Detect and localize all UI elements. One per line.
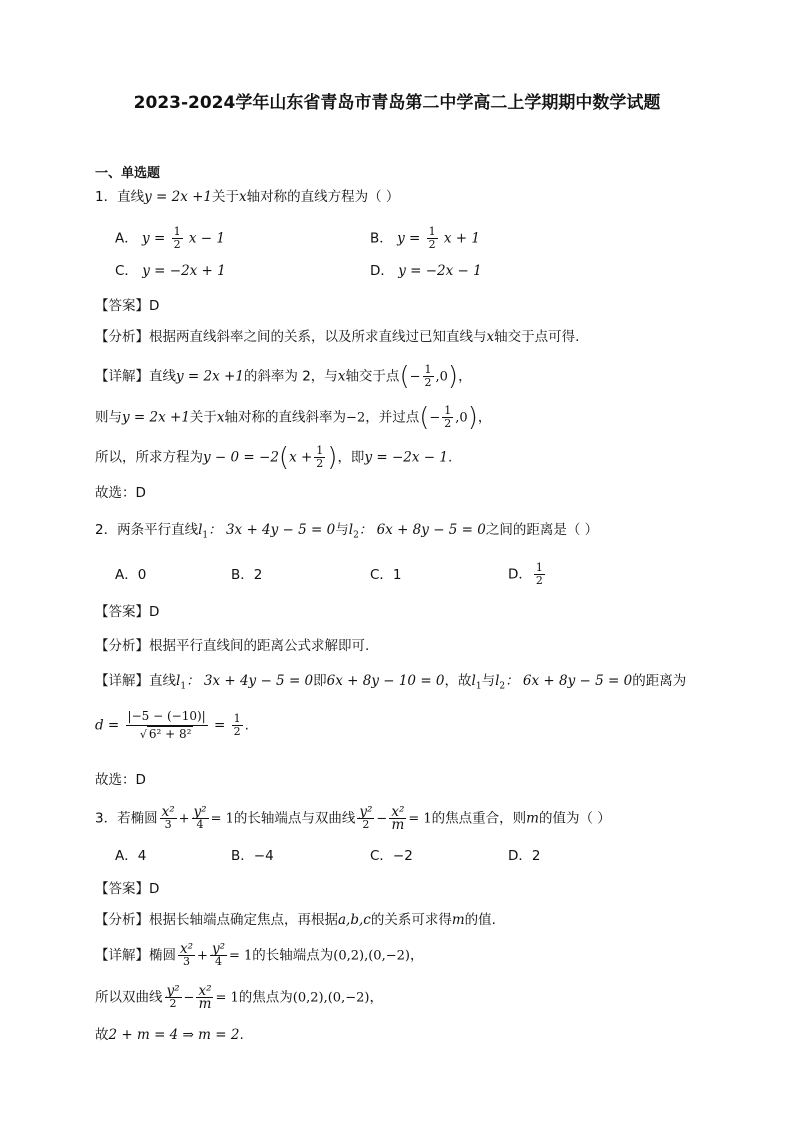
q1-analysis: 【分析】根据两直线斜率之间的关系，以及所求直线过已知直线与x轴交于点可得. [95, 329, 580, 345]
q1-answer: 【答案】D [95, 298, 160, 314]
q2-choose: 故选：D [95, 772, 146, 788]
q1-option-d: D． y = −2x − 1 [370, 263, 482, 279]
q3-analysis: 【分析】根据长轴端点确定焦点，再根据a,b,c的关系可求得m的值. [95, 912, 496, 928]
q3-detail-line3: 故2 + m = 4 ⇒ m = 2. [95, 1027, 244, 1043]
q3-detail-line1: 【详解】椭圆 $\frac{\text{x²}}{3}$ + $\frac{\text{y²}}{4}$ = 1的长轴端点为(0,2),(0,−2)， [95, 941, 424, 968]
q1-detail-line1: 【详解】直线y = 2x +1的斜率为 2，与x轴交于点(− $\frac{1}{2}$ ,0)， [95, 361, 472, 392]
page-title: 2023-2024学年山东省青岛市青岛第二中学高二上学期期中数学试题 [133, 93, 661, 113]
q1-stem: 1．直线y = 2x +1关于x轴对称的直线方程为（ ） [95, 189, 400, 205]
q2-option-a: A．0 [115, 567, 147, 583]
q2-option-c: C．1 [370, 567, 402, 583]
q2-analysis: 【分析】根据平行直线间的距离公式求解即可. [95, 638, 370, 654]
q2-answer: 【答案】D [95, 604, 160, 620]
q3-answer: 【答案】D [95, 881, 160, 897]
q1-detail-line3: 所以，所求方程为y − 0 = −2(x + $\frac{1}{2}$ )，即y = −2x − 1. [95, 442, 453, 473]
q1-option-a: A． y = $\frac{1}{2}$ x − 1 [115, 225, 225, 251]
q2-option-b: B．2 [231, 567, 263, 583]
q3-stem: 3．若椭圆 $\frac{\text{x²}}{3}$ + $\frac{\text{y²}}{4}$ = 1的长轴端点与双曲线 $\frac{\text{y²}}{2}$ − $\frac{\text{x²}}{m}$ = 1的焦点重合，则m的值为（ ） [95, 804, 611, 833]
q1-choose: 故选：D [95, 485, 146, 501]
q1-option-b: B． y = $\frac{1}{2}$ x + 1 [370, 225, 480, 251]
q1-detail-line2: 则与y = 2x +1关于x轴对称的直线斜率为−2，并过点(− $\frac{1}{2}$ ,0)， [95, 402, 492, 433]
q3-detail-line2: 所以双曲线 $\frac{\text{y²}}{2}$ − $\frac{\text{x²}}{m}$ = 1的焦点为(0,2),(0,−2)， [95, 983, 383, 1012]
q2-option-d: D． $\frac{1}{2}$ [508, 561, 543, 587]
q2-detail-line2: d = $\frac{|-5 - (-10)|}{\text{√ 6² + 8²}}$ = $\frac{1}{2}$ . [95, 709, 249, 741]
section-heading: 一、单选题 [95, 166, 161, 181]
q2-detail-line1: 【详解】直线$l_1$： 3x + 4y − 5 = 0即6x + 8y − 10 = 0，故$l_1$与$l_2$： 6x + 8y − 5 = 0的距离为 [95, 673, 687, 692]
q3-option-b: B．−4 [231, 848, 274, 864]
q2-stem: 2．两条平行直线$l_1$： 3x + 4y − 5 = 0与$l_2$： 6x + 8y − 5 = 0之间的距离是（ ） [95, 522, 599, 541]
q3-option-d: D．2 [508, 848, 541, 864]
q3-option-c: C．−2 [370, 848, 413, 864]
q3-option-a: A．4 [115, 848, 147, 864]
q1-option-c: C． y = −2x + 1 [115, 263, 226, 279]
